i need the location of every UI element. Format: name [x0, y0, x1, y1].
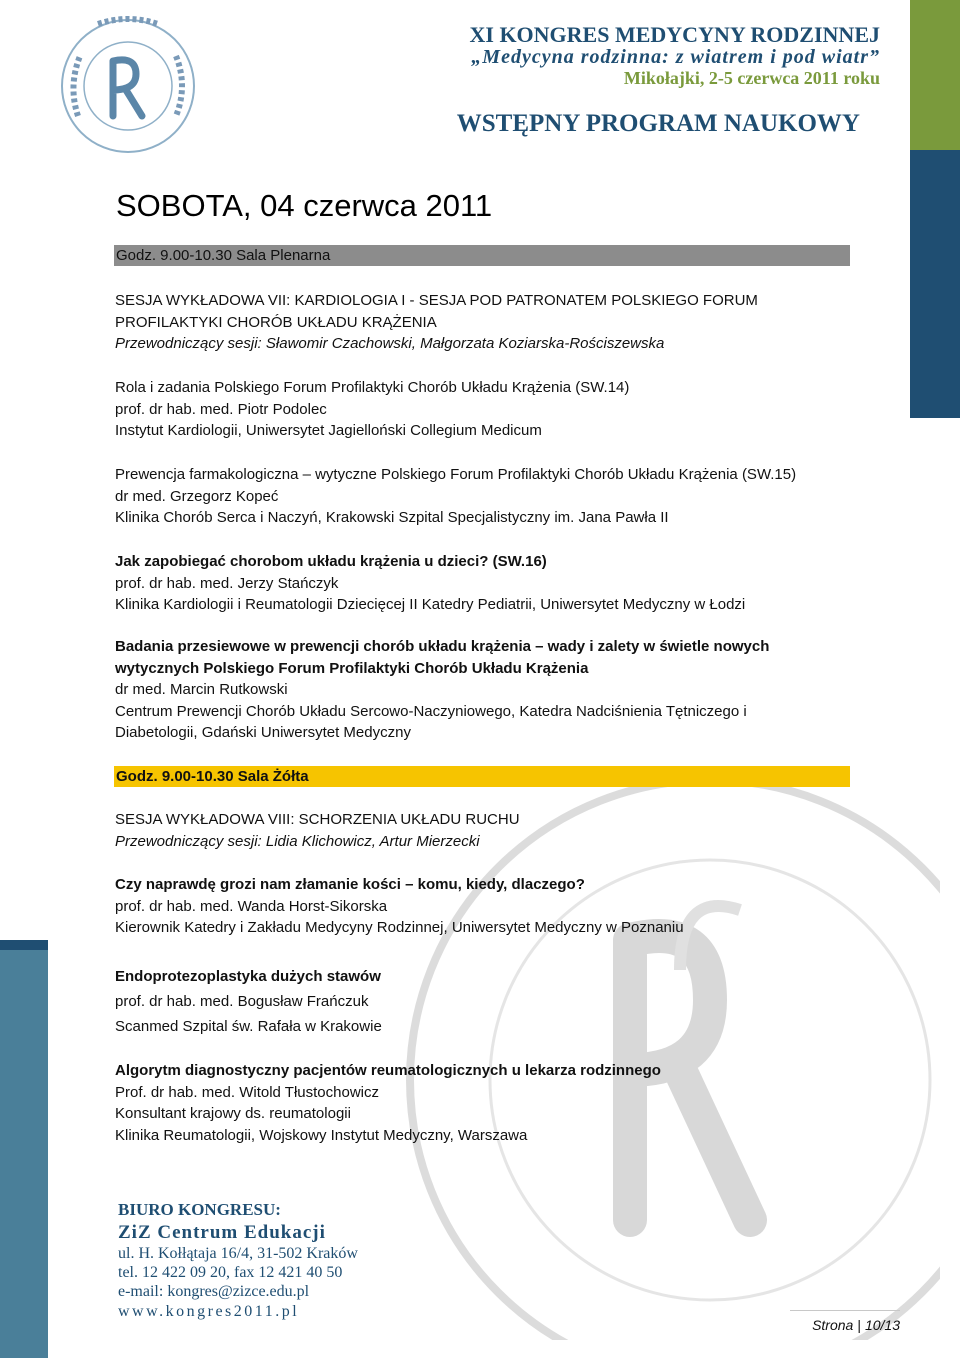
talk-speaker: dr med. Marcin Rutkowski — [115, 681, 288, 698]
talk-affiliation: Diabetologii, Gdański Uniwersytet Medyczny — [115, 724, 411, 741]
talk-speaker: prof. dr hab. med. Piotr Podolec — [115, 400, 327, 418]
page-value: 10/13 — [864, 1317, 900, 1333]
office-label: BIURO KONGRESU: — [118, 1200, 281, 1219]
page-number — [790, 1310, 900, 1333]
talk — [115, 874, 815, 939]
talk-title: Prewencja farmakologiczna – wytyczne Polskiego Forum Profilaktyki Chorób Układu Krążenia (SW.15) — [115, 466, 797, 483]
talk — [115, 551, 815, 616]
talk-speaker: dr med. Grzegorz Kopeć — [115, 487, 279, 505]
session-chairs: Przewodniczący sesji: Lidia Klichowicz, Artur Mierzecki — [115, 832, 480, 850]
office-website[interactable]: www.kongres2011.pl — [118, 1303, 300, 1320]
talk-affiliation: Centrum Prewencji Chorób Układu Sercowo-Naczyniowego, Katedra Nadciśnienia Tętniczego i — [115, 702, 747, 720]
talk — [115, 464, 815, 529]
office-address: ul. H. Kołłątaja 16/4, 31-502 Kraków — [118, 1245, 358, 1262]
talk-title: Endoprotezoplastyka dużych stawów — [115, 968, 381, 985]
session-title: PROFILAKTYKI CHORÓB UKŁADU KRĄŻENIA — [115, 313, 437, 331]
talk-title: Badania przesiewowe w prewencji chorób układu krążenia – wady i zalety w świetle nowych — [115, 638, 770, 655]
day-title: SOBOTA, 04 czerwca 2011 — [116, 188, 493, 223]
session-block — [115, 290, 815, 355]
logo-seal — [58, 6, 198, 166]
congress-office — [118, 1200, 358, 1321]
decorative-bar-green — [910, 0, 960, 150]
session-time-bar: Godz. 9.00-10.30 Sala Plenarna — [114, 245, 850, 266]
decorative-bar-blue — [910, 150, 960, 418]
talk — [115, 1060, 815, 1146]
session-block — [115, 809, 815, 852]
talk-title: Rola i zadania Polskiego Forum Profilaktyki Chorób Układu Krążenia (SW.14) — [115, 379, 630, 396]
session-title: SESJA WYKŁADOWA VIII: SCHORZENIA UKŁADU RUCHU — [115, 811, 520, 828]
page-label: Strona — [812, 1317, 854, 1333]
talk-title: Algorytm diagnostyczny pacjentów reumatologicznych u lekarza rodzinnego — [115, 1062, 661, 1079]
congress-title: XI KONGRES MEDYCYNY RODZINNEJ — [469, 22, 880, 47]
office-phone: tel. 12 422 09 20, fax 12 421 40 50 — [118, 1264, 343, 1281]
talk-speaker: prof. dr hab. med. Jerzy Stańczyk — [115, 574, 339, 592]
talk-affiliation: Klinika Chorób Serca i Naczyń, Krakowski Szpital Specjalistyczny im. Jana Pawła II — [115, 509, 669, 526]
talk-speaker: Prof. dr hab. med. Witold Tłustochowicz — [115, 1083, 379, 1101]
talk-affiliation: Kierownik Katedry i Zakładu Medycyny Rodzinnej, Uniwersytet Medyczny w Poznaniu — [115, 919, 684, 936]
decorative-bar-left-teal — [0, 950, 48, 1358]
page-separator: | — [857, 1317, 861, 1333]
talk-title: Czy naprawdę grozi nam złamanie kości – komu, kiedy, dlaczego? — [115, 876, 585, 893]
talk-affiliation: Konsultant krajowy ds. reumatologii — [115, 1105, 351, 1122]
talk-speaker: prof. dr hab. med. Wanda Horst-Sikorska — [115, 897, 388, 915]
talk-affiliation: Scanmed Szpital św. Rafała w Krakowie — [115, 1018, 382, 1035]
session-time-bar: Godz. 9.00-10.30 Sala Żółta — [114, 766, 850, 787]
congress-date-place: Mikołajki, 2-5 czerwca 2011 roku — [623, 68, 880, 88]
session-chairs: Przewodniczący sesji: Sławomir Czachowski, Małgorzata Koziarska-Rościszewska — [115, 335, 665, 352]
talk-affiliation: Klinika Kardiologii i Reumatologii Dziecięcej II Katedry Pediatrii, Uniwersytet Medyczny w Łodzi — [115, 596, 746, 613]
talk — [115, 636, 815, 744]
talk-affiliation: Instytut Kardiologii, Uniwersytet Jagielloński Collegium Medicum — [115, 422, 542, 439]
office-company: ZiZ Centrum Edukacji — [118, 1222, 326, 1243]
talk-title: wytycznych Polskiego Forum Profilaktyki Chorób Układu Krążenia — [115, 659, 589, 677]
talk — [115, 964, 815, 1039]
office-email[interactable]: e-mail: kongres@zizce.edu.pl — [118, 1283, 310, 1300]
talk-speaker: prof. dr hab. med. Bogusław Frańczuk — [115, 993, 369, 1010]
program-title: WSTĘPNY PROGRAM NAUKOWY — [456, 110, 860, 137]
talk — [115, 377, 815, 442]
talk-affiliation: Klinika Reumatologii, Wojskowy Instytut Medyczny, Warszawa — [115, 1126, 528, 1144]
congress-motto: „Medycyna rodzinna: z wiatrem i pod wiatr” — [471, 46, 880, 68]
talk-title: Jak zapobiegać chorobom układu krążenia u dzieci? (SW.16) — [115, 553, 547, 570]
session-title: SESJA WYKŁADOWA VII: KARDIOLOGIA I - SESJA POD PATRONATEM POLSKIEGO FORUM — [115, 292, 758, 309]
